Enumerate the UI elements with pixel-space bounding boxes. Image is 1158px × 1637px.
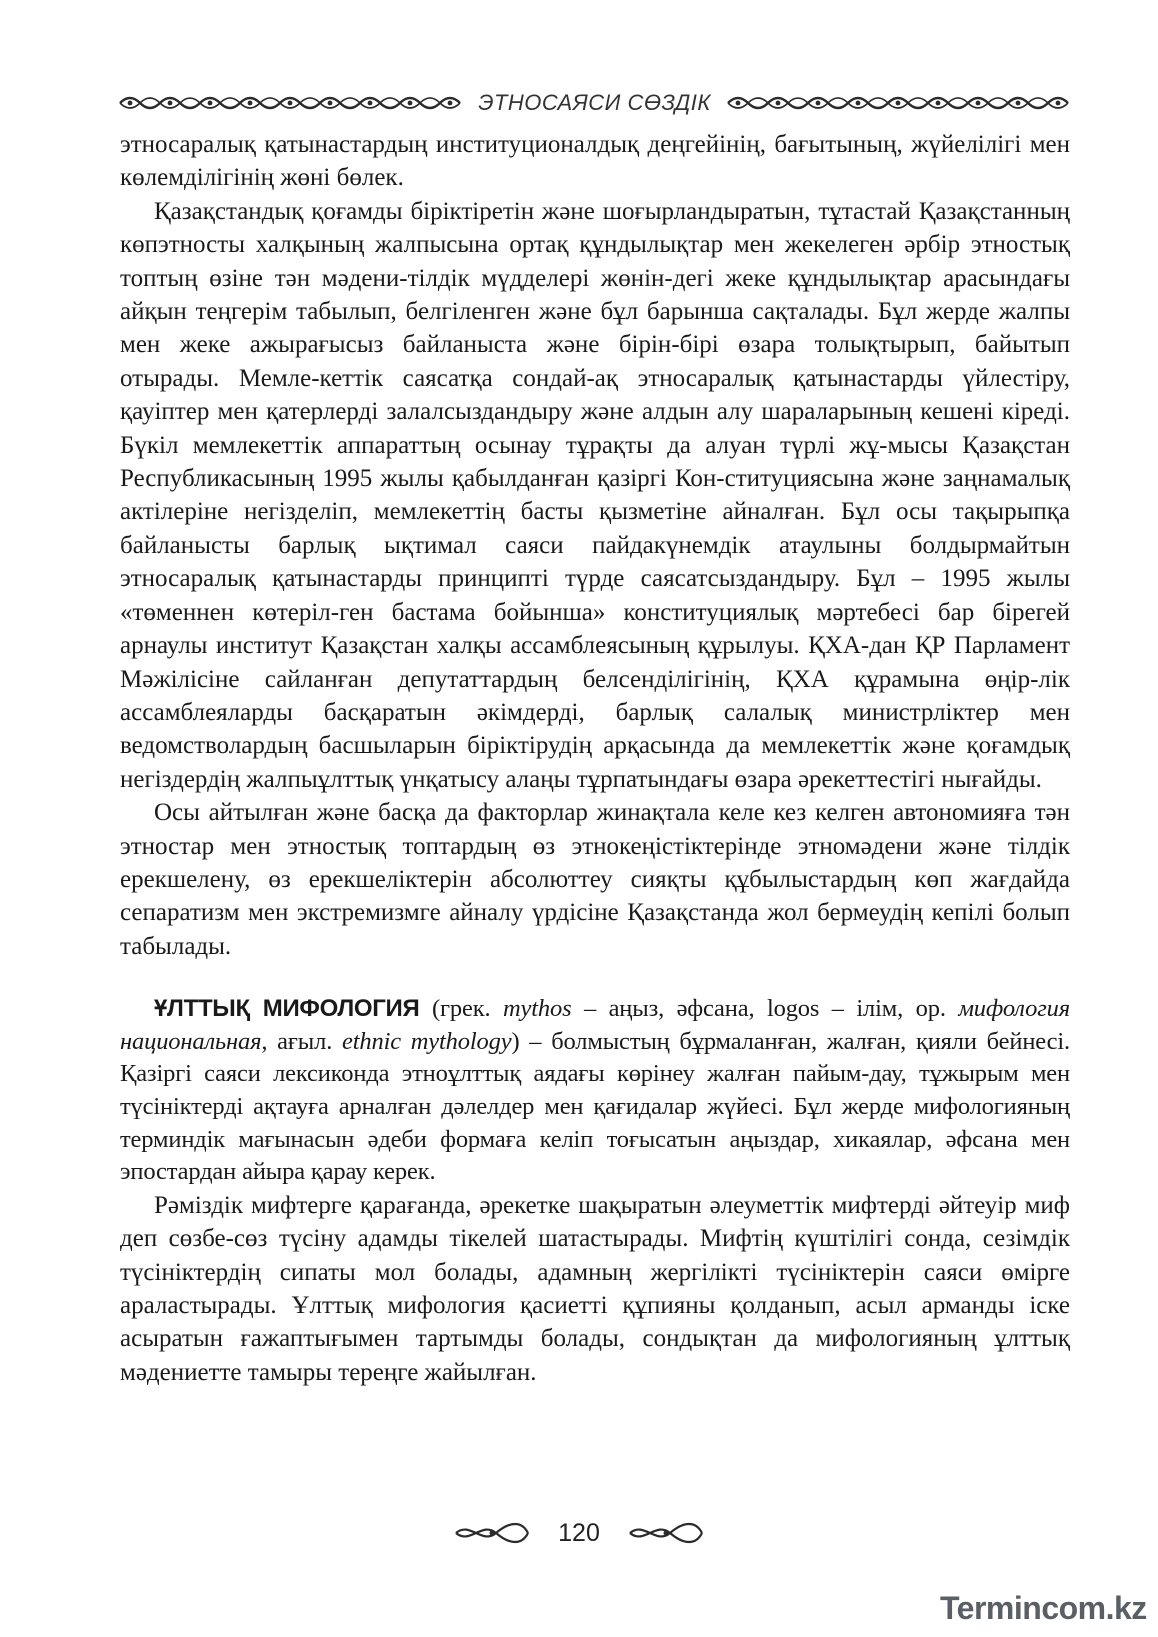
footer-right-ornament-icon xyxy=(626,1521,706,1545)
entry-definition: ) – болмыстың бұрмаланған, жалған, қияли бейнесі. Қазіргі саяси лексиконда этноұлттық аядағы көрінеу жалған пайым-дау, тұжырым мен түсініктерді ақтауға арналған дәлелдер мен қағидалар жүйесі. Бұл жерде мифологияның терминдік мағынасын әдеби формаға келіп тоғысатын аңыздар, хикаялар, әфсана мен эпостардан айыра қарау керек. xyxy=(120,1027,1070,1186)
page-body xyxy=(120,128,1070,1389)
body-paragraph: Рәміздік мифтерге қарағанда, әрекетке шақыратын әлеуметтік мифтерді әйтеуір миф деп сөзбе-сөз түсіну адамды тікелей шатастырады. Мифтің күштілігі сонда, сезімдік түсініктердің сипаты мол болады, адамның жергілікті түсініктерін саяси өмірге араластырады. Ұлттық мифология қасиетті құпияны қолданып, асыл арманды іске асыратын ғажаптығымен тартымды болады, сондықтан да мифологияның ұлттық мәдениетте тамыры тереңге жайылған. xyxy=(120,1191,1070,1386)
page-number: 120 xyxy=(558,1518,600,1547)
body-paragraph: Қазақстандық қоғамды біріктіретін және шоғырландыратын, тұтастай Қазақстанның көпэтносты халқының жалпысына ортақ құндылықтар мен жекелеген әрбір этностық топтың өзіне тән мәдени-тілдік мүдделері жөнін-дегі жеке құндылықтар арасындағы айқын теңгерім табылып, белгіленген және бұл барынша сақталады. Бұл жерде жалпы мен жеке ажырағысыз байланыста және бірін-бірі өзара толықтырып, байытып отырады. Мемле-кеттік саясатқа сондай-ақ этносаралық қатынастарды үйлестіру, қауіптер мен қатерлерді залалсыздандыру және алдын алу шараларының кешені кіреді. Бүкіл мемлекеттік аппараттың осынау тұрақты да алуан түрлі жұ-мысы Қазақстан Республикасының 1995 жылы қабылданған қазіргі Кон-ституциясына және заңнамалық актілеріне негізделіп, мемлекеттің басты қызметіне айналған. Бұл осы тақырыпқа байланысты барлық ықтимал саяси пайдакүнемдік атаулыны болдырмайтын этносаралық қатынастарды принципті түрде саясатсыздандыру. Бұл – 1995 жылы «төменнен көтеріл-ген бастама бойынша» конституциялық мәртебесі бар бірегей арнаулы институт Қазақстан халқы ассамблеясының құрылуы. ҚХА-дан ҚР Парламент Мәжілісіне сайланған депутаттардың белсенділігінің, ҚХА құрамына өңір-лік ассамблеяларды басқаратын әкімдерді, барлық салалық министрліктер мен ведомстволардың басшыларын біріктірудің арқасында да мемлекеттік және қоғамдық негіздердің жалпыұлттық үнқатысу алаңы тұрпатындағы өзара әрекеттестігі нығайды. xyxy=(120,197,1070,793)
greek-term: mythos xyxy=(502,995,572,1023)
dictionary-entry xyxy=(120,993,1070,1189)
body-paragraph: Осы айтылған және басқа да факторлар жинақтала келе кез келген автономияға тән этностар мен этностық топтардың өз этнокеңістіктерінде этномәдени және тілдік ерекшелену, өз ерекшеліктерін абсолюттеу сияқты құбылыстардың көп жағдайда сепаратизм мен экстремизмге айналу үрдісіне Қазақстанда жол бермеудің кепілі болып табылады. xyxy=(120,799,1070,960)
body-paragraph: этносаралық қатынастардың институционалдық деңгейінің, бағытының, жүйелілігі мен көлемділігінің жөні бөлек. xyxy=(120,131,1070,192)
running-title: ЭТНОСАЯСИ СӨЗДІК xyxy=(478,90,711,115)
english-term: ethnic mythology xyxy=(341,1027,512,1055)
russian-term: мифология национальная xyxy=(120,995,1070,1055)
page-footer xyxy=(0,1513,1158,1553)
english-label: , ағыл. xyxy=(261,1027,342,1055)
greek-gloss: – аңыз, әфсана, logos – ілім, ор. xyxy=(571,995,959,1023)
running-header xyxy=(118,86,1071,120)
watermark-text: Termincom.kz xyxy=(940,1589,1147,1626)
footer-left-ornament-icon xyxy=(452,1521,532,1545)
entry-headword: ҰЛТТЫҚ МИФОЛОГИЯ xyxy=(154,995,420,1023)
right-ornament-icon xyxy=(726,92,1071,114)
etymology-open: (грек. xyxy=(419,995,503,1023)
left-ornament-icon xyxy=(118,92,463,114)
watermark-logo xyxy=(940,1588,1146,1628)
